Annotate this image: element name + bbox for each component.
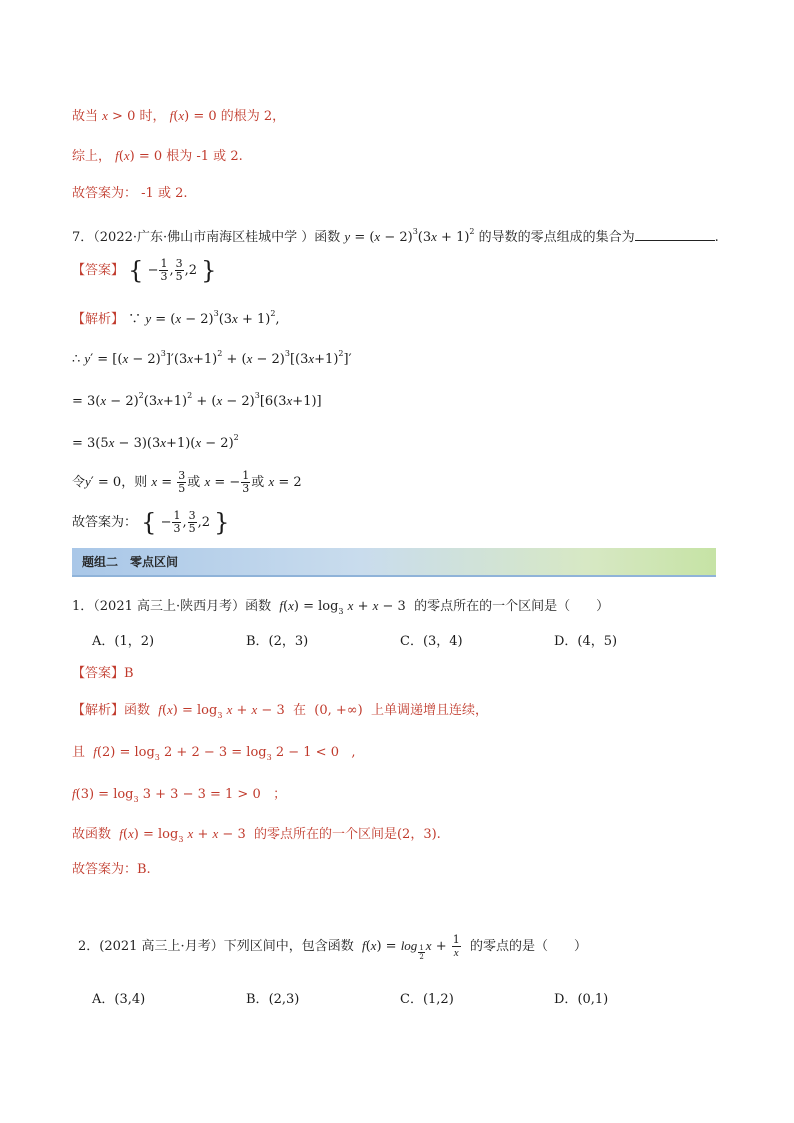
q1-analysis-4: 故函数 $f(x) = \log_3 x + x - 3$ 的零点所在的一个区间是(2，3). [72,826,441,844]
q1-analysis-3: $f(3) = \log_3 3 + 3 - 3 = 1 > 0$ ； [72,786,287,804]
analysis-tag: 【解析】 [72,312,125,327]
q1-analysis-2: 且 $f(2) = \log_3 2 + 2 - 3 = \log_3 2 - 1 < 0$ , [72,744,356,762]
question-2: 2．(2021 高三上·月考）下列区间中，包含函数 f(x) = log $_{\frac{1}{2}}$ x + $\frac{1}{x}$ 的零点的是（ ） [78,933,588,961]
q1-option-d[interactable]: D．(4，5) [554,634,618,649]
solution-line-1: 故当 x > 0 时， f(x) = 0 的根为 2， [72,108,286,124]
q1-analysis-1: 【解析】函数 $f(x) = \log_3 x + x - 3$ 在 (0, +∞) 上单调递增且连续， [72,702,488,720]
analysis-line-3: = $3(x - 2)^2(3x+1)^2 + (x - 2)^3[6(3x+1)]$ [72,391,322,409]
analysis-line-6: 故答案为： { − $\frac{1}{3}$ , $\frac{3}{5}$ ,2 } [72,508,230,537]
question-7-prefix: 7．（2022·广东·佛山市南海区桂城中学 ）函数 [72,230,341,245]
q2-option-d[interactable]: D．(0,1) [554,992,609,1007]
q2-option-a[interactable]: A．(3,4) [92,992,146,1007]
q1-option-a[interactable]: A．(1，2) [92,634,155,649]
section-title: 题组二 零点区间 [82,555,179,569]
answer-line-7: 【答案】 { − $\frac{1}{3}$ , $\frac{3}{5}$ ,2 } [72,256,217,285]
answer-blank [635,228,715,241]
answer-tag: 【答案】 [72,263,125,278]
question-7: 7．（2022·广东·佛山市南海区桂城中学 ）函数 $y = (x - 2)^3(3x + 1)^2$ 的导数的零点组成的集合为 . [72,227,719,245]
question-7-suffix: 的导数的零点组成的集合为 [478,230,635,245]
analysis-line-2: ∴ $y' = [(x - 2)^3]'(3x+1)^2 + (x - 2)^3[(3x+1)^2]'$ [72,349,352,367]
question-1: 1．（2021 高三上·陕西月考）函数 $f(x) = \log_3 x + x - 3$ 的零点所在的一个区间是（ ） [72,598,610,616]
final-answer-label: 故答案为： [72,186,138,201]
q1-answer: 【答案】B [72,666,134,681]
q1-option-b[interactable]: B．(2，3) [246,634,309,649]
solution-line-2: 综上， f(x) = 0 根为 -1 或 2. [72,148,243,164]
section-header [72,548,716,577]
q2-option-b[interactable]: B．(2,3) [246,992,300,1007]
analysis-line-1: 【解析】 ∵ $y = (x - 2)^3(3x + 1)^2$, [72,309,280,327]
analysis-line-5: 令y′ = 0，则 x = $\frac{3}{5}$ 或 x = − $\frac{1}{3}$ 或 x = 2 [72,469,302,495]
analysis-line-4: = $3(5x - 3)(3x+1)(x - 2)^2$ [72,433,239,451]
q2-option-c[interactable]: C．(1,2) [400,992,454,1007]
solution-line-3: 故答案为： -1 或 2. [72,186,188,201]
q1-final: 故答案为：B. [72,862,151,877]
q1-option-c[interactable]: C．(3，4) [400,634,463,649]
